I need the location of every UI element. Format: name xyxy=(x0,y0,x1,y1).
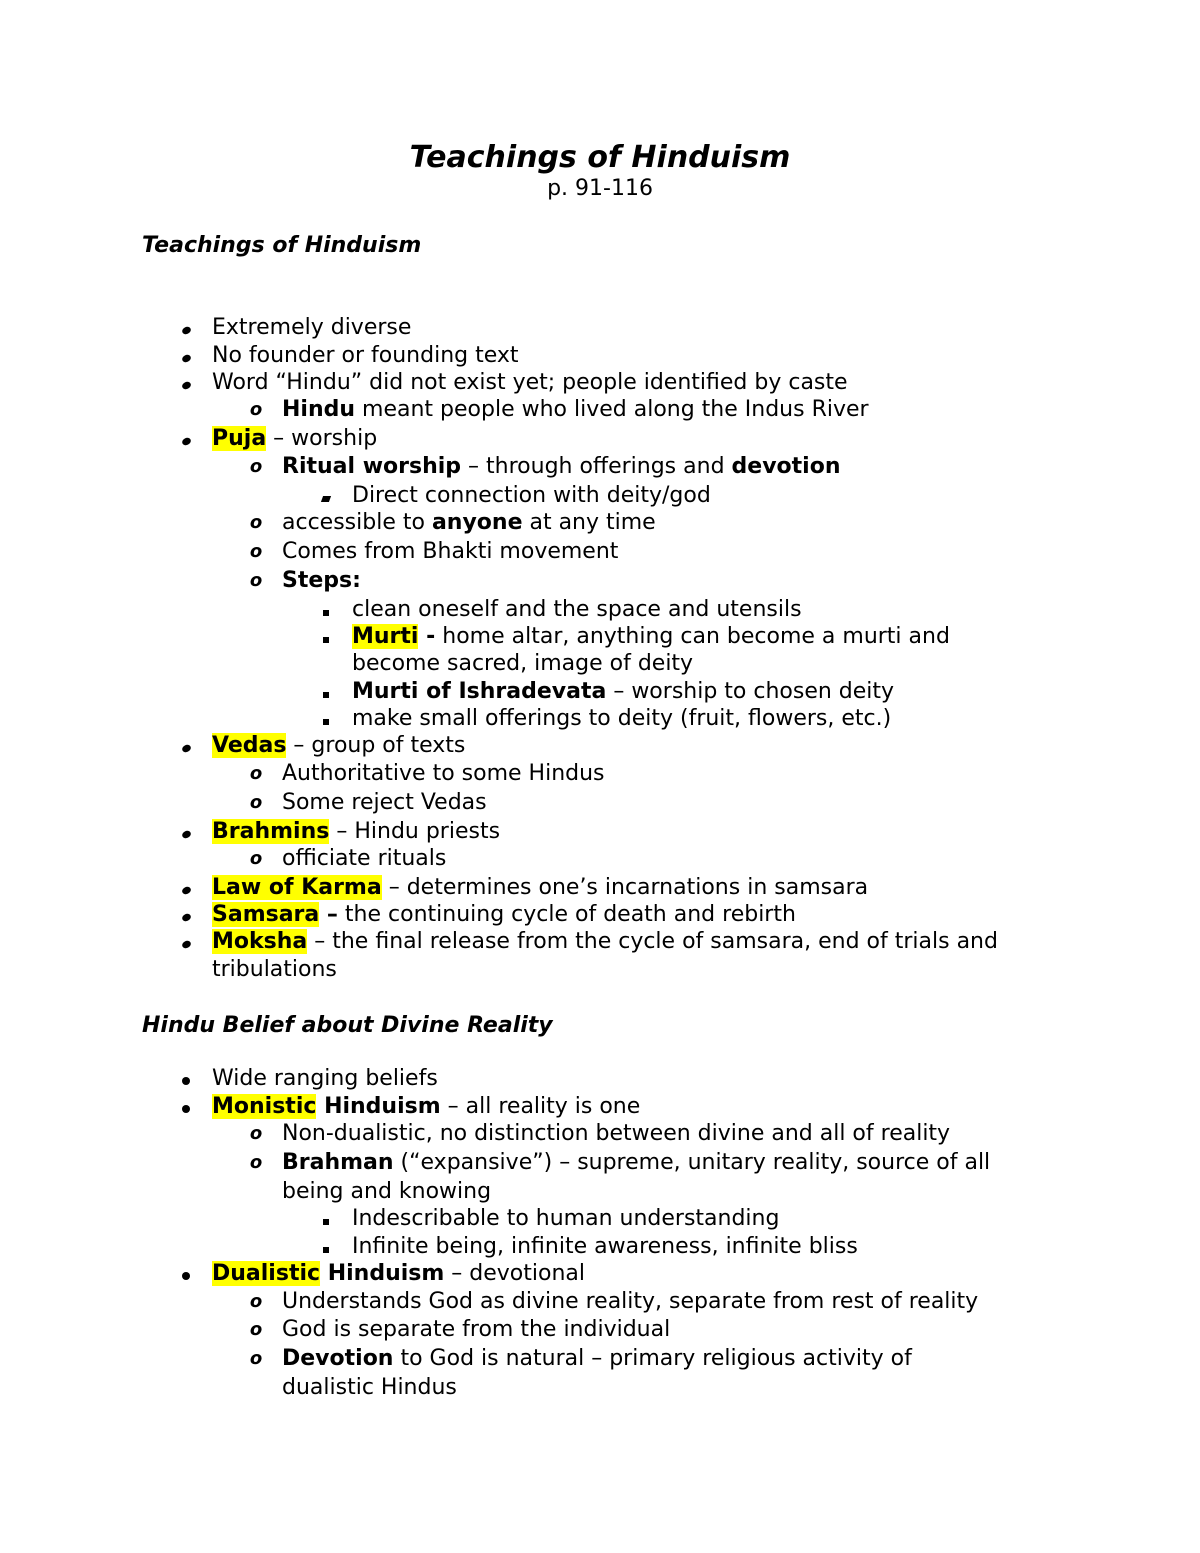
bullet-icon xyxy=(180,912,191,922)
highlighted-term: Brahmins xyxy=(212,819,330,844)
highlighted-term: Murti xyxy=(352,624,419,649)
bullet-icon xyxy=(323,1247,329,1253)
bullet-icon: o xyxy=(249,1291,263,1312)
bullet-icon xyxy=(180,829,191,839)
list-item-continuation: tribulations xyxy=(212,957,337,982)
bullet-icon xyxy=(323,692,329,698)
bullet-icon: o xyxy=(249,541,263,562)
highlighted-term: Dualistic xyxy=(212,1261,321,1286)
highlighted-term: Law of Karma xyxy=(212,875,382,900)
bullet-icon: o xyxy=(249,1348,263,1369)
bullet-icon xyxy=(180,939,191,949)
highlighted-term: Puja xyxy=(212,426,267,451)
highlighted-term: Samsara xyxy=(212,902,320,927)
bullet-icon xyxy=(182,1272,190,1280)
document-title: Teachings of Hinduism xyxy=(409,140,791,175)
bullet-icon xyxy=(323,719,329,725)
page-range: p. 91-116 xyxy=(547,176,653,201)
list-item-continuation: dualistic Hindus xyxy=(282,1375,457,1400)
bullet-icon xyxy=(180,436,191,446)
bullet-icon xyxy=(323,610,329,616)
bullet-icon xyxy=(180,380,191,390)
bullet-icon xyxy=(323,637,329,643)
bullet-icon xyxy=(180,325,191,335)
highlighted-term: Vedas xyxy=(212,733,287,758)
highlighted-term: Monistic xyxy=(212,1094,317,1119)
section-heading-divine-reality: Hindu Belief about Divine Reality xyxy=(142,1013,553,1038)
highlighted-term: Moksha xyxy=(212,929,308,954)
bullet-icon: o xyxy=(249,570,263,591)
bullet-icon: o xyxy=(249,1152,263,1173)
bullet-icon: o xyxy=(249,792,263,813)
bullet-icon xyxy=(180,885,191,895)
bullet-icon: o xyxy=(249,512,263,533)
bullet-icon xyxy=(180,743,191,753)
bullet-icon: o xyxy=(249,456,263,477)
bullet-icon: o xyxy=(249,763,263,784)
bullet-icon xyxy=(182,1105,190,1113)
list-item-continuation: become sacred, image of deity xyxy=(352,651,694,676)
bullet-icon: o xyxy=(249,1123,263,1144)
bullet-icon: o xyxy=(249,1319,263,1340)
bullet-icon: o xyxy=(249,399,263,420)
list-item-continuation: being and knowing xyxy=(282,1179,492,1204)
bullet-icon xyxy=(321,496,331,502)
section-heading-teachings: Teachings of Hinduism xyxy=(142,233,422,258)
bullet-icon xyxy=(180,353,191,363)
bullet-icon xyxy=(182,1077,190,1085)
bullet-icon: o xyxy=(249,848,263,869)
bullet-icon xyxy=(323,1219,329,1225)
